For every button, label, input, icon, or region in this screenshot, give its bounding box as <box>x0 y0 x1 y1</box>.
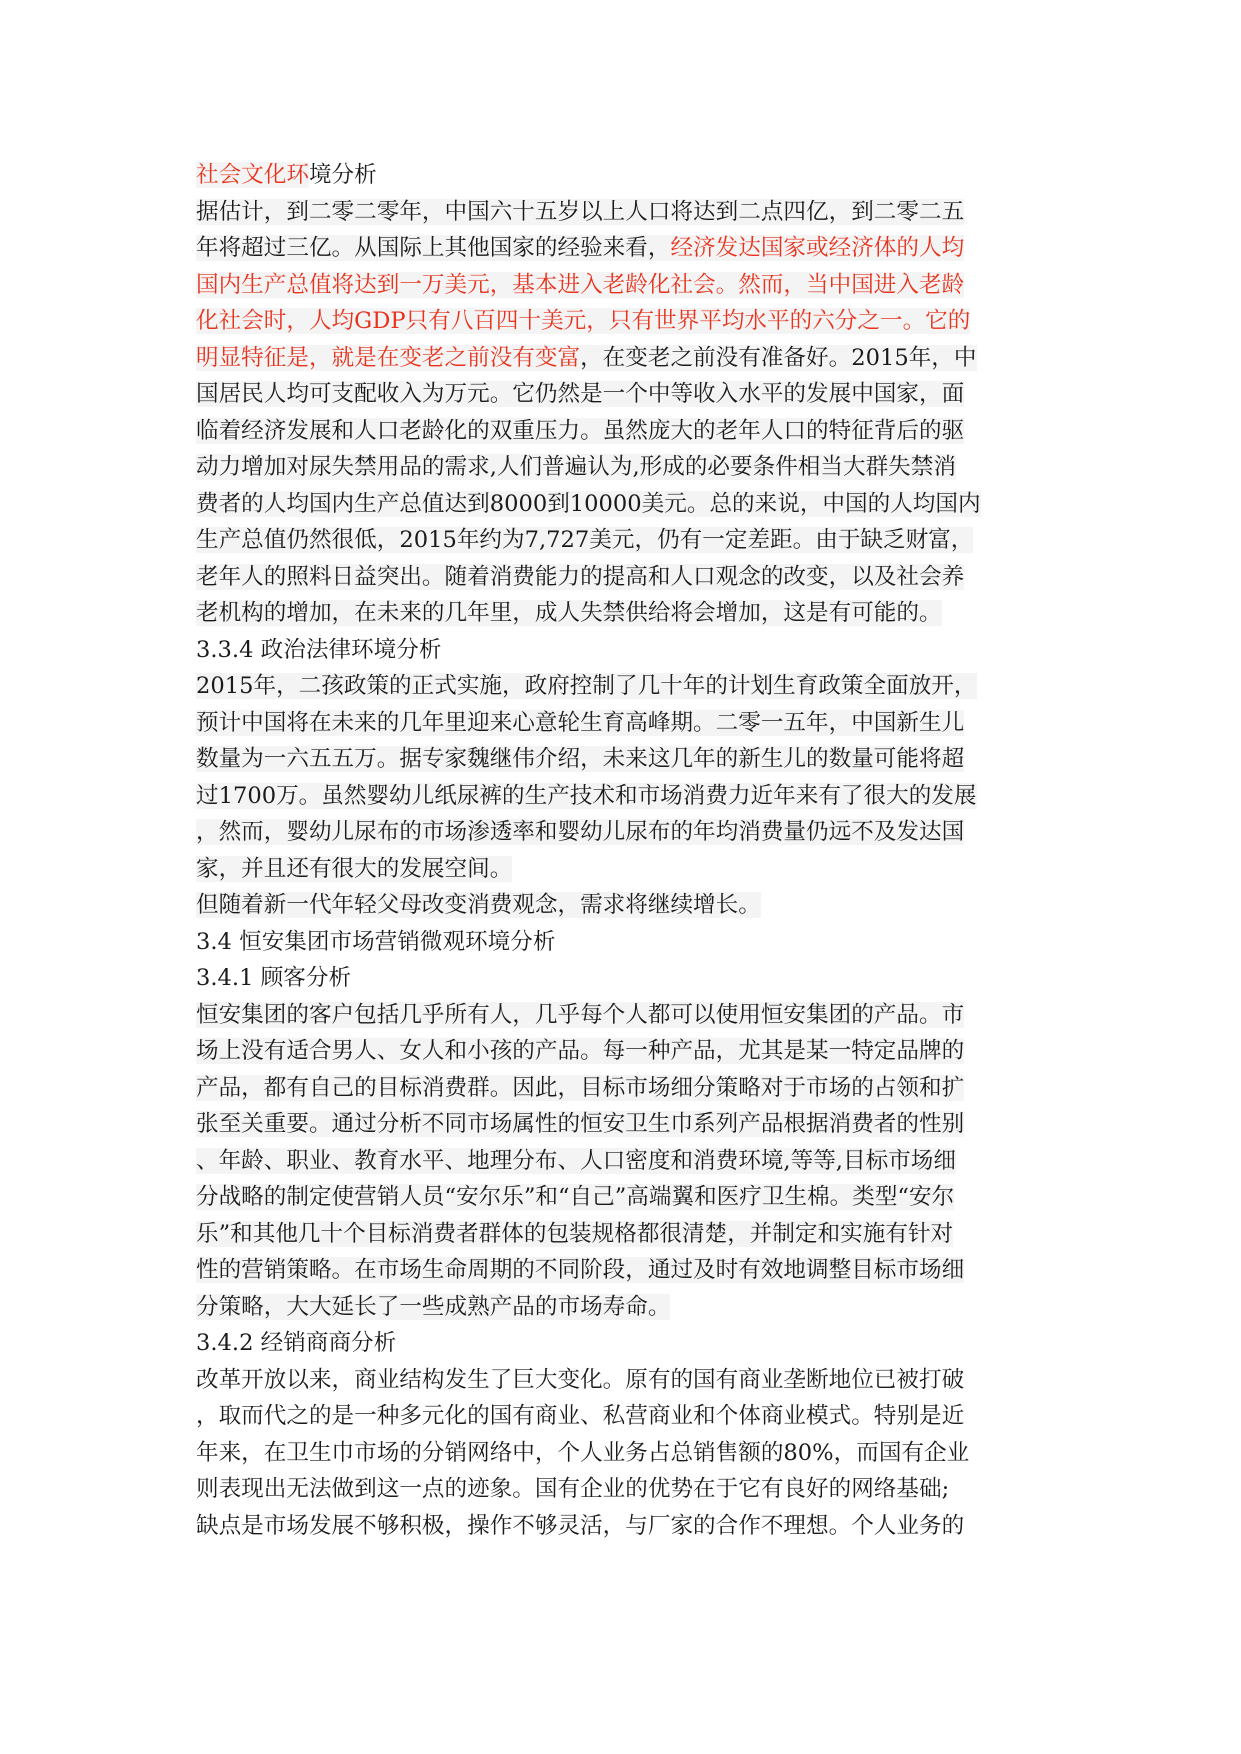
text-segment: 经济发达国家或经济体的人均 <box>670 235 965 261</box>
text-segment: ，取而代之的是一种多元化的国有商业、私营商业和个体商业模式。特别是近 <box>196 1403 965 1429</box>
text-segment: 3.4 恒安集团市场营销微观环境分析 <box>196 928 556 955</box>
text-line <box>196 741 1056 778</box>
text-segment: 社会文化环 <box>196 162 309 188</box>
text-line <box>196 1216 1056 1253</box>
text-line <box>196 595 1056 632</box>
text-line <box>196 705 1056 742</box>
text-line <box>196 924 1056 961</box>
text-segment: 缺点是市场发展不够积极，操作不够灵活，与厂家的合作不理想。个人业务的 <box>196 1512 965 1539</box>
text-line <box>196 413 1056 450</box>
text-line <box>196 267 1056 304</box>
text-line <box>196 1435 1056 1472</box>
text-line <box>196 1398 1056 1435</box>
text-line <box>196 1508 1056 1545</box>
text-line <box>196 1471 1056 1508</box>
text-segment: 但随着新一代年轻父母改变消费观念，需求将继续增长。 <box>196 892 761 918</box>
text-segment: 3.4.1 顾客分析 <box>196 965 352 991</box>
text-line <box>196 157 1056 194</box>
text-segment: 改革开放以来，商业结构发生了巨大变化。原有的国有商业垄断地位已被打破 <box>196 1366 965 1393</box>
text-segment: 预计中国将在未来的几年里迎来心意轮生育高峰期。二零一五年，中国新生儿 <box>196 709 965 736</box>
text-line <box>196 668 1056 705</box>
document-body <box>196 157 1056 1544</box>
text-segment: 分战略的制定使营销人员“安尔乐”和“自己”高端翼和医疗卫生棉。类型“安尔 <box>196 1184 955 1210</box>
text-segment: ，在变老之前没有准备好。2015年，中 <box>580 344 977 371</box>
text-line <box>196 960 1056 997</box>
text-segment: 家，并且还有很大的发展空间。 <box>196 855 513 882</box>
text-line <box>196 303 1056 340</box>
text-segment: 场上没有适合男人、女人和小孩的产品。每一种产品，尤其是某一特定品牌的 <box>196 1038 965 1064</box>
text-line <box>196 778 1056 815</box>
text-segment: 2015年，二孩政策的正式实施，政府控制了几十年的计划生育政策全面放开， <box>196 673 977 699</box>
text-segment: 张至关重要。通过分析不同市场属性的恒安卫生巾系列产品根据消费者的性别 <box>196 1111 965 1137</box>
text-segment: 产品，都有自己的目标消费群。因此，目标市场细分策略对于市场的占领和扩 <box>196 1074 965 1101</box>
text-line <box>196 1033 1056 1070</box>
text-segment: 恒安集团的客户包括几乎所有人，几乎每个人都可以使用恒安集团的产品。市 <box>196 1001 965 1028</box>
text-line <box>196 340 1056 377</box>
text-line <box>196 1143 1056 1180</box>
text-line <box>196 997 1056 1034</box>
text-segment: 年将超过三亿。从国际上其他国家的经验来看， <box>196 235 671 261</box>
text-segment: 国居民人均可支配收入为万元。它仍然是一个中等收入水平的发展中国家，面 <box>196 381 965 407</box>
text-segment: 据估计，到二零二零年，中国六十五岁以上人口将达到二点四亿，到二零二五 <box>196 198 965 225</box>
text-line <box>196 1070 1056 1107</box>
text-line <box>196 1179 1056 1216</box>
text-segment: 、年龄、职业、教育水平、地理分布、人口密度和消费环境,等等,目标市场细 <box>196 1147 956 1174</box>
text-segment: 3.3.4 政治法律环境分析 <box>196 636 442 663</box>
text-segment: 性的营销策略。在市场生命周期的不同阶段，通过及时有效地调整目标市场细 <box>196 1257 965 1283</box>
text-line <box>196 1325 1056 1362</box>
text-segment: 老年人的照料日益突出。随着消费能力的提高和人口观念的改变，以及社会养 <box>196 563 965 590</box>
text-line <box>196 559 1056 596</box>
text-line <box>196 1252 1056 1289</box>
text-segment: 则表现出无法做到这一点的迹象。国有企业的优势在于它有良好的网络基础; <box>196 1476 950 1502</box>
text-line <box>196 851 1056 888</box>
text-line <box>196 1106 1056 1143</box>
text-line <box>196 449 1056 486</box>
text-segment: 年来，在卫生巾市场的分销网络中，个人业务占总销售额的80%，而国有企业 <box>196 1439 970 1466</box>
text-line <box>196 194 1056 231</box>
text-segment: 临着经济发展和人口老龄化的双重压力。虽然庞大的老年人口的特征背后的驱 <box>196 417 965 444</box>
text-line <box>196 230 1056 267</box>
text-segment: 数量为一六五五万。据专家魏继伟介绍，未来这几年的新生儿的数量可能将超 <box>196 746 965 772</box>
text-segment: 生产总值仍然很低，2015年约为7,727美元，仍有一定差距。由于缺乏财富， <box>196 527 974 553</box>
text-segment: 老机构的增加，在未来的几年里，成人失禁供给将会增加，这是有可能的。 <box>196 600 942 626</box>
text-segment: 费者的人均国内生产总值达到8000到10000美元。总的来说，中国的人均国内 <box>196 490 981 517</box>
text-segment: 明显特征是，就是在变老之前没有变富 <box>196 344 581 371</box>
text-segment: ，然而，婴幼儿尿布的市场渗透率和婴幼儿尿布的年均消费量仍远不及发达国 <box>196 819 965 845</box>
text-line <box>196 887 1056 924</box>
text-line <box>196 814 1056 851</box>
text-segment: 化社会时，人均GDP只有八百四十美元，只有世界平均水平的六分之一。它的 <box>196 308 971 334</box>
text-segment: 国内生产总值将达到一万美元，基本进入老龄化社会。然而，当中国进入老龄 <box>196 271 965 298</box>
text-segment: 分策略，大大延长了一些成熟产品的市场寿命。 <box>196 1293 671 1320</box>
text-line <box>196 486 1056 523</box>
text-line <box>196 376 1056 413</box>
text-segment: 过1700万。虽然婴幼儿纸尿裤的生产技术和市场消费力近年来有了很大的发展 <box>196 782 977 809</box>
text-segment: 3.4.2 经销商商分析 <box>196 1330 397 1356</box>
text-line <box>196 1362 1056 1399</box>
text-line <box>196 1289 1056 1326</box>
text-segment: 动力增加对尿失禁用品的需求,人们普遍认为,形成的必要条件相当大群失禁消 <box>196 454 956 480</box>
text-line <box>196 522 1056 559</box>
text-line <box>196 632 1056 669</box>
text-segment: 境分析 <box>308 162 377 188</box>
text-segment: 乐”和其他几十个目标消费者群体的包装规格都很清楚，并制定和实施有针对 <box>196 1220 954 1247</box>
